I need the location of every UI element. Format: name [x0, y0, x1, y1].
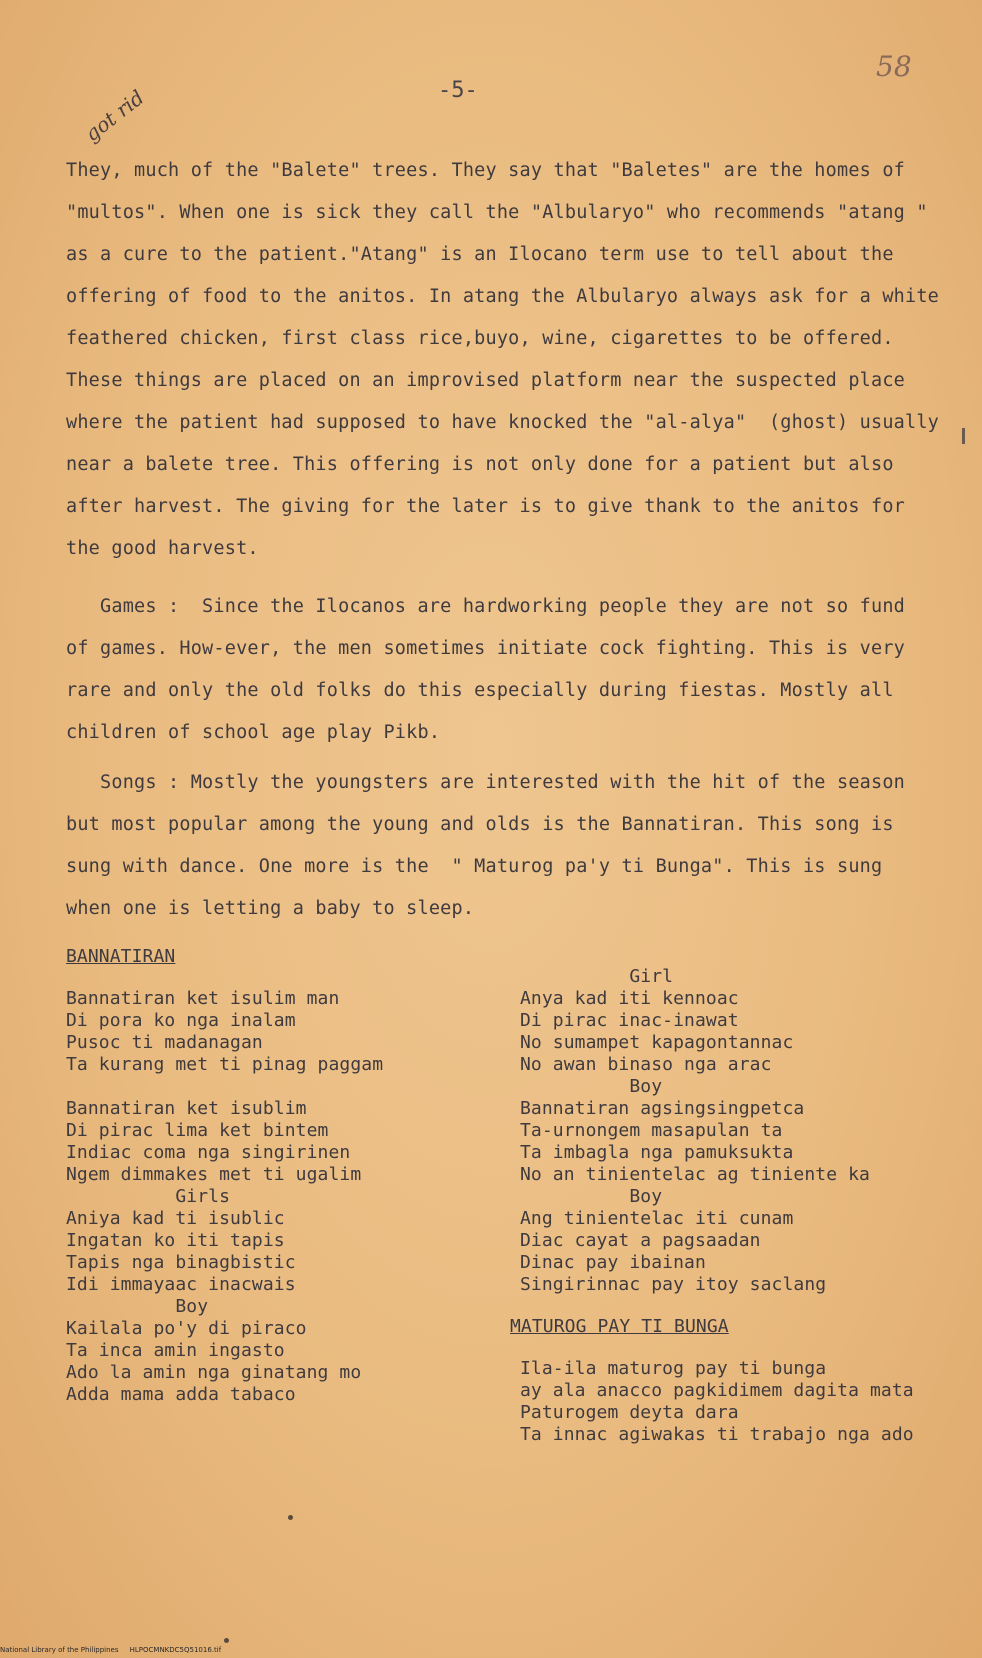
text-line: where the patient had supposed to have knocked the "al-alya" (ghost) usually	[66, 412, 940, 433]
song-line: Dinac pay ibainan	[520, 1252, 706, 1273]
text-line: after harvest. The giving for the later is to give thank to the anitos for	[66, 496, 906, 517]
ink-spot	[288, 1515, 293, 1520]
archive-page-number: 58	[876, 50, 912, 83]
song-line: Singirinnac pay itoy saclang	[520, 1274, 827, 1295]
text-line: "multos". When one is sick they call the "Albularyo" who recommends "atang "	[66, 202, 928, 223]
singer-label: Boy	[520, 1076, 663, 1097]
song-line: Ta innac agiwakas ti trabajo nga ado	[520, 1424, 914, 1445]
handwritten-annotation: got rid	[80, 85, 149, 146]
page-number: -5-	[438, 78, 478, 103]
song-line: Bannatiran agsingsingpetca	[520, 1098, 805, 1119]
song-line: Ado la amin nga ginatang mo	[66, 1362, 362, 1383]
song-line: Ila-ila maturog pay ti bunga	[520, 1358, 827, 1379]
song-line: Di pora ko nga inalam	[66, 1010, 296, 1031]
song-line: Ang tinientelac iti cunam	[520, 1208, 794, 1229]
song-line: Ta kurang met ti pinag paggam	[66, 1054, 384, 1075]
ink-spot	[224, 1638, 229, 1643]
text-line: They, much of the "Balete" trees. They say that "Baletes" are the homes of	[66, 160, 906, 181]
song-title: BANNATIRAN	[66, 946, 176, 967]
song-line: Ta inca amin ingasto	[66, 1340, 285, 1361]
singer-label: Boy	[520, 1186, 663, 1207]
song-line: Paturogem deyta dara	[520, 1402, 739, 1423]
song-line: No sumampet kapagontannac	[520, 1032, 794, 1053]
text-line: but most popular among the young and olds is the Bannatiran. This song is	[66, 814, 894, 835]
song-line: Indiac coma nga singirinen	[66, 1142, 351, 1163]
song-line: Tapis nga binagbistic	[66, 1252, 296, 1273]
song-line: No an tinientelac ag tiniente ka	[520, 1164, 870, 1185]
text-line: rare and only the old folks do this especially during fiestas. Mostly all	[66, 680, 894, 701]
song-line: Bannatiran ket isublim	[66, 1098, 307, 1119]
song-line: Ngem dimmakes met ti ugalim	[66, 1164, 362, 1185]
song-line: No awan binaso nga arac	[520, 1054, 772, 1075]
text-line: children of school age play Pikb.	[66, 722, 441, 743]
text-line: the good harvest.	[66, 538, 259, 559]
singer-label: Girl	[520, 966, 674, 987]
text-line: Games : Since the Ilocanos are hardworking people they are not so fund	[66, 596, 906, 617]
song-line: Aniya kad ti isublic	[66, 1208, 285, 1229]
text-line: near a balete tree. This offering is not only done for a patient but also	[66, 454, 894, 475]
text-line: sung with dance. One more is the " Maturog pa'y ti Bunga". This is sung	[66, 856, 883, 877]
song-title: MATUROG PAY TI BUNGA	[510, 1316, 729, 1337]
text-line: of games. How-ever, the men sometimes initiate cock fighting. This is very	[66, 638, 906, 659]
song-line: Ingatan ko iti tapis	[66, 1230, 285, 1251]
footer-caption: National Library of the Philippines HLPOCMNKDC5Q51016.tif	[0, 1646, 222, 1654]
text-line: when one is letting a baby to sleep.	[66, 898, 475, 919]
song-line: Anya kad iti kennoac	[520, 988, 739, 1009]
text-line: Songs : Mostly the youngsters are interested with the hit of the season	[66, 772, 906, 793]
song-line: Di pirac lima ket bintem	[66, 1120, 329, 1141]
song-line: Di pirac inac-inawat	[520, 1010, 739, 1031]
song-line: ay ala anacco pagkidimem dagita mata	[520, 1380, 914, 1401]
text-line: These things are placed on an improvised platform near the suspected place	[66, 370, 906, 391]
singer-label: Girls	[66, 1186, 231, 1207]
text-line: feathered chicken, first class rice,buyo, wine, cigarettes to be offered.	[66, 328, 894, 349]
song-line: Idi immayaac inacwais	[66, 1274, 296, 1295]
song-line: Adda mama adda tabaco	[66, 1384, 296, 1405]
song-line: Kailala po'y di piraco	[66, 1318, 307, 1339]
edge-mark	[962, 428, 965, 444]
text-line: offering of food to the anitos. In atang the Albularyo always ask for a white	[66, 286, 940, 307]
text-line: as a cure to the patient."Atang" is an Ilocano term use to tell about the	[66, 244, 894, 265]
singer-label: Boy	[66, 1296, 209, 1317]
song-line: Ta imbagla nga pamuksukta	[520, 1142, 794, 1163]
song-line: Pusoc ti madanagan	[66, 1032, 263, 1053]
song-line: Diac cayat a pagsaadan	[520, 1230, 761, 1251]
song-line: Ta-urnongem masapulan ta	[520, 1120, 783, 1141]
song-line: Bannatiran ket isulim man	[66, 988, 340, 1009]
